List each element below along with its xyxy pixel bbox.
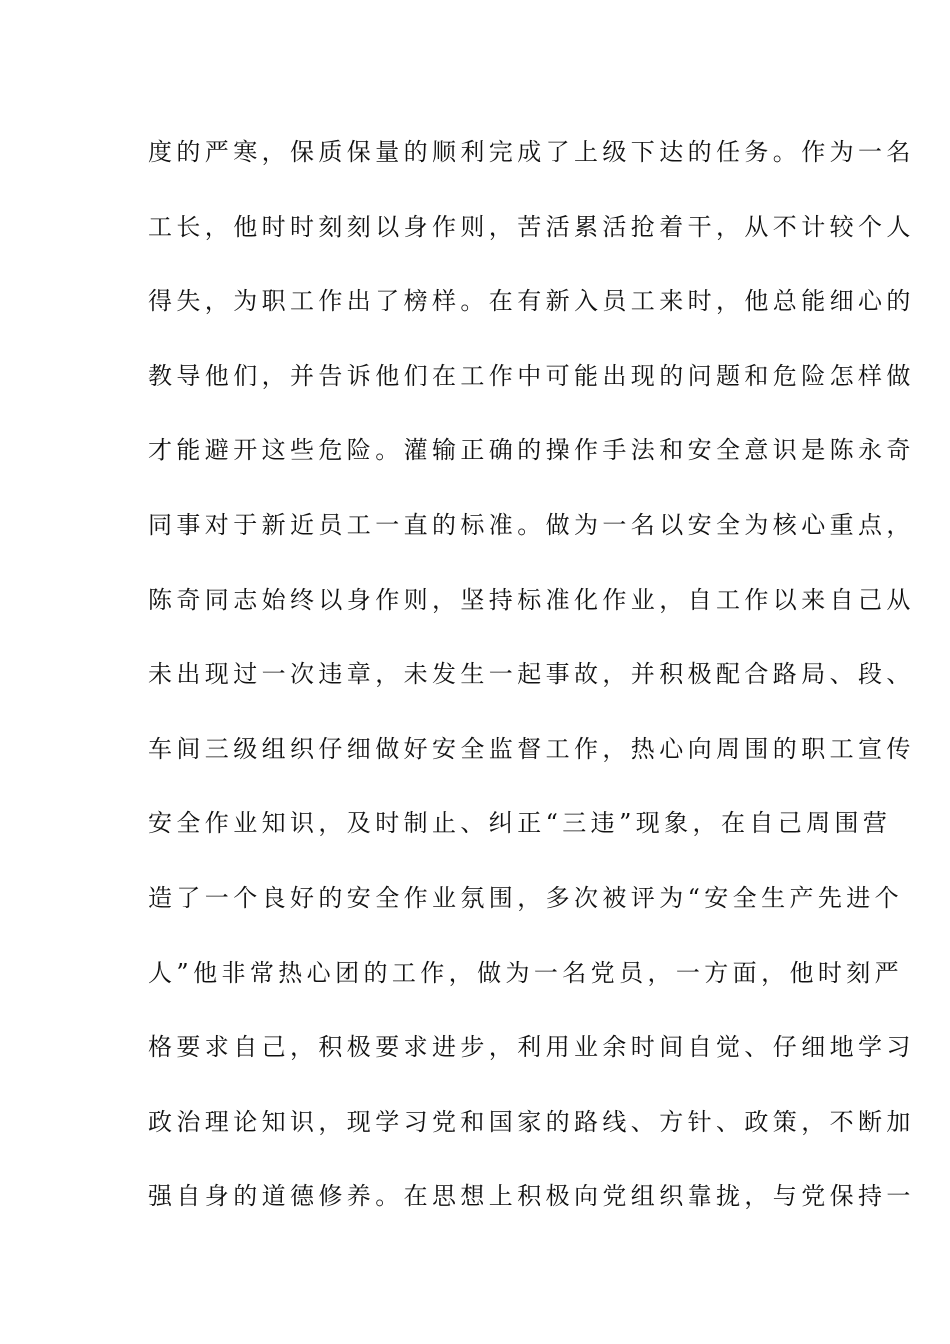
text-line: 陈奇同志始终以身作则，坚持标准化作业，自工作以来自己从 — [148, 585, 915, 614]
text-line: 车间三级组织仔细做好安全监督工作，热心向周围的职工宣传 — [148, 734, 915, 763]
text-line: 格要求自己，积极要求进步，利用业余时间自觉、仔细地学习 — [148, 1033, 915, 1062]
text-line: 才能避开这些危险。灌输正确的操作手法和安全意识是陈永奇 — [148, 436, 915, 465]
text-line: 强自身的道德修养。在思想上积极向党组织靠拢，与党保持一 — [148, 1182, 915, 1211]
text-line: 造了一个良好的安全作业氛围，多次被评为“安全生产先进个 — [148, 883, 904, 912]
text-line: 度的严寒，保质保量的顺利完成了上级下达的任务。作为一名 — [148, 138, 915, 166]
text-line: 未出现过一次违章，未发生一起事故，并积极配合路局、段、 — [148, 660, 915, 689]
text-line: 得失，为职工作出了榜样。在有新入员工来时，他总能细心的 — [148, 287, 915, 316]
text-line: 人”他非常热心团的工作，做为一名党员，一方面，他时刻严 — [148, 958, 904, 987]
text-line: 政治理论知识，现学习党和国家的路线、方针、政策，不断加 — [148, 1107, 915, 1136]
text-line: 安全作业知识，及时制止、纠正“三违”现象，在自己周围营 — [148, 809, 892, 838]
text-line: 工长，他时时刻刻以身作则，苦活累活抢着干，从不计较个人 — [148, 212, 915, 241]
body-text — [148, 128, 915, 1247]
text-line: 教导他们，并告诉他们在工作中可能出现的问题和危险怎样做 — [148, 361, 915, 390]
text-line: 同事对于新近员工一直的标准。做为一名以安全为核心重点， — [148, 510, 915, 539]
